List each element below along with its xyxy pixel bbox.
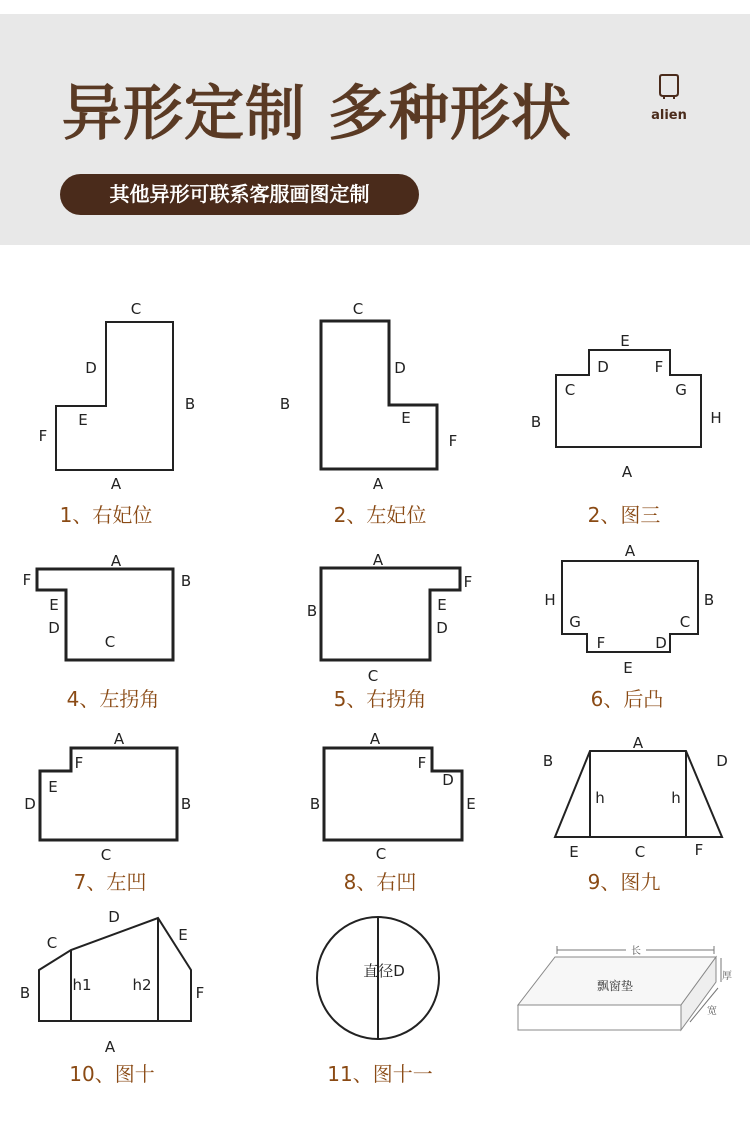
shape-8-right-notch [310,730,476,894]
label-f: F [694,841,704,859]
label-a: A [369,730,381,748]
shape-6-back-bump [544,542,714,711]
label-f: F [417,754,427,772]
label-b: B [542,752,554,770]
label-a: A [110,552,122,570]
caption-5: 5、右拐角 [333,687,427,711]
caption-9: 9、图九 [587,870,661,894]
label-e: E [466,795,476,813]
label-d: D [655,634,667,652]
label-diameter: 直径D [363,962,405,980]
label-name: 飘窗垫 [596,979,634,993]
caption-6: 6、后凸 [590,687,664,711]
label-c: C [564,381,576,399]
label-b: B [306,602,318,620]
label-f: F [38,427,48,445]
label-b: B [19,984,31,1002]
label-f: F [74,754,84,772]
cushion-3d-diagram [518,944,732,1030]
label-a: A [113,730,125,748]
label-f: F [195,984,205,1002]
label-a: A [104,1038,116,1056]
label-c: C [679,613,691,631]
label-d: D [442,771,454,789]
label-e: E [437,596,447,614]
shape-1-right-chaise [39,300,195,527]
caption-3: 2、图三 [587,503,661,527]
label-d: D [716,752,728,770]
label-f: F [22,571,32,589]
label-b: B [180,795,192,813]
label-d: D [394,359,406,377]
shape-7-left-notch [24,730,191,894]
label-g: G [675,381,687,399]
label-b: B [279,395,291,413]
label-d: D [436,619,448,637]
subtitle-pill: 其他异形可联系客服画图定制 [60,174,419,215]
label-thick: 厚 [722,971,732,982]
label-h-left: h [595,789,605,807]
label-c: C [104,633,116,651]
label-b: B [184,395,196,413]
label-c: C [352,300,364,318]
label-h-right: h [671,789,681,807]
caption-8: 8、右凹 [343,870,417,894]
shape-4-left-corner [23,552,191,711]
label-e: E [623,659,633,677]
shape-5-right-corner [307,551,472,711]
label-e: E [569,843,579,861]
label-e: E [620,332,630,350]
label-c: C [367,667,379,685]
label-b: B [180,572,192,590]
label-a: A [372,475,384,493]
label-a: A [110,475,122,493]
caption-7: 7、左凹 [73,870,147,894]
brand-name: alien [651,108,687,123]
label-long: 长 [631,946,641,957]
label-e: E [178,926,188,944]
label-a: A [632,734,644,752]
shape-9-trapezoid [543,734,728,894]
label-a: A [624,542,636,560]
page-title: 异形定制 多种形状 [62,79,572,149]
shape-3-figure-three [531,332,722,527]
caption-2: 2、左妃位 [333,503,427,527]
label-b: B [703,591,715,609]
label-f: F [654,358,664,376]
label-d: D [85,359,97,377]
label-d: D [24,795,36,813]
label-h: H [544,591,556,609]
shape-11-circle [317,917,439,1086]
label-c: C [634,843,646,861]
label-e: E [401,409,411,427]
label-d: D [108,908,120,926]
label-f: F [448,432,458,450]
caption-10: 10、图十 [69,1062,155,1086]
label-a: A [372,551,384,569]
label-e: E [78,411,88,429]
label-d: D [48,619,60,637]
label-c: C [375,845,387,863]
label-c: C [100,846,112,864]
label-e: E [48,778,58,796]
label-h2: h2 [132,976,152,994]
shape-2-left-chaise [280,300,457,527]
caption-4: 4、左拐角 [66,687,160,711]
label-h1: h1 [72,976,92,994]
label-a: A [621,463,633,481]
label-d: D [597,358,609,376]
label-h: H [710,409,722,427]
caption-1: 1、右妃位 [59,503,153,527]
label-b: B [530,413,542,431]
label-e: E [49,596,59,614]
caption-11: 11、图十一 [327,1062,433,1086]
label-f: F [463,573,473,591]
label-f: F [596,634,606,652]
label-b: B [309,795,321,813]
label-wide: 宽 [707,1006,717,1017]
label-c: C [130,300,142,318]
label-g: G [569,613,581,631]
label-c: C [46,934,58,952]
shape-10-slanted [20,908,204,1086]
